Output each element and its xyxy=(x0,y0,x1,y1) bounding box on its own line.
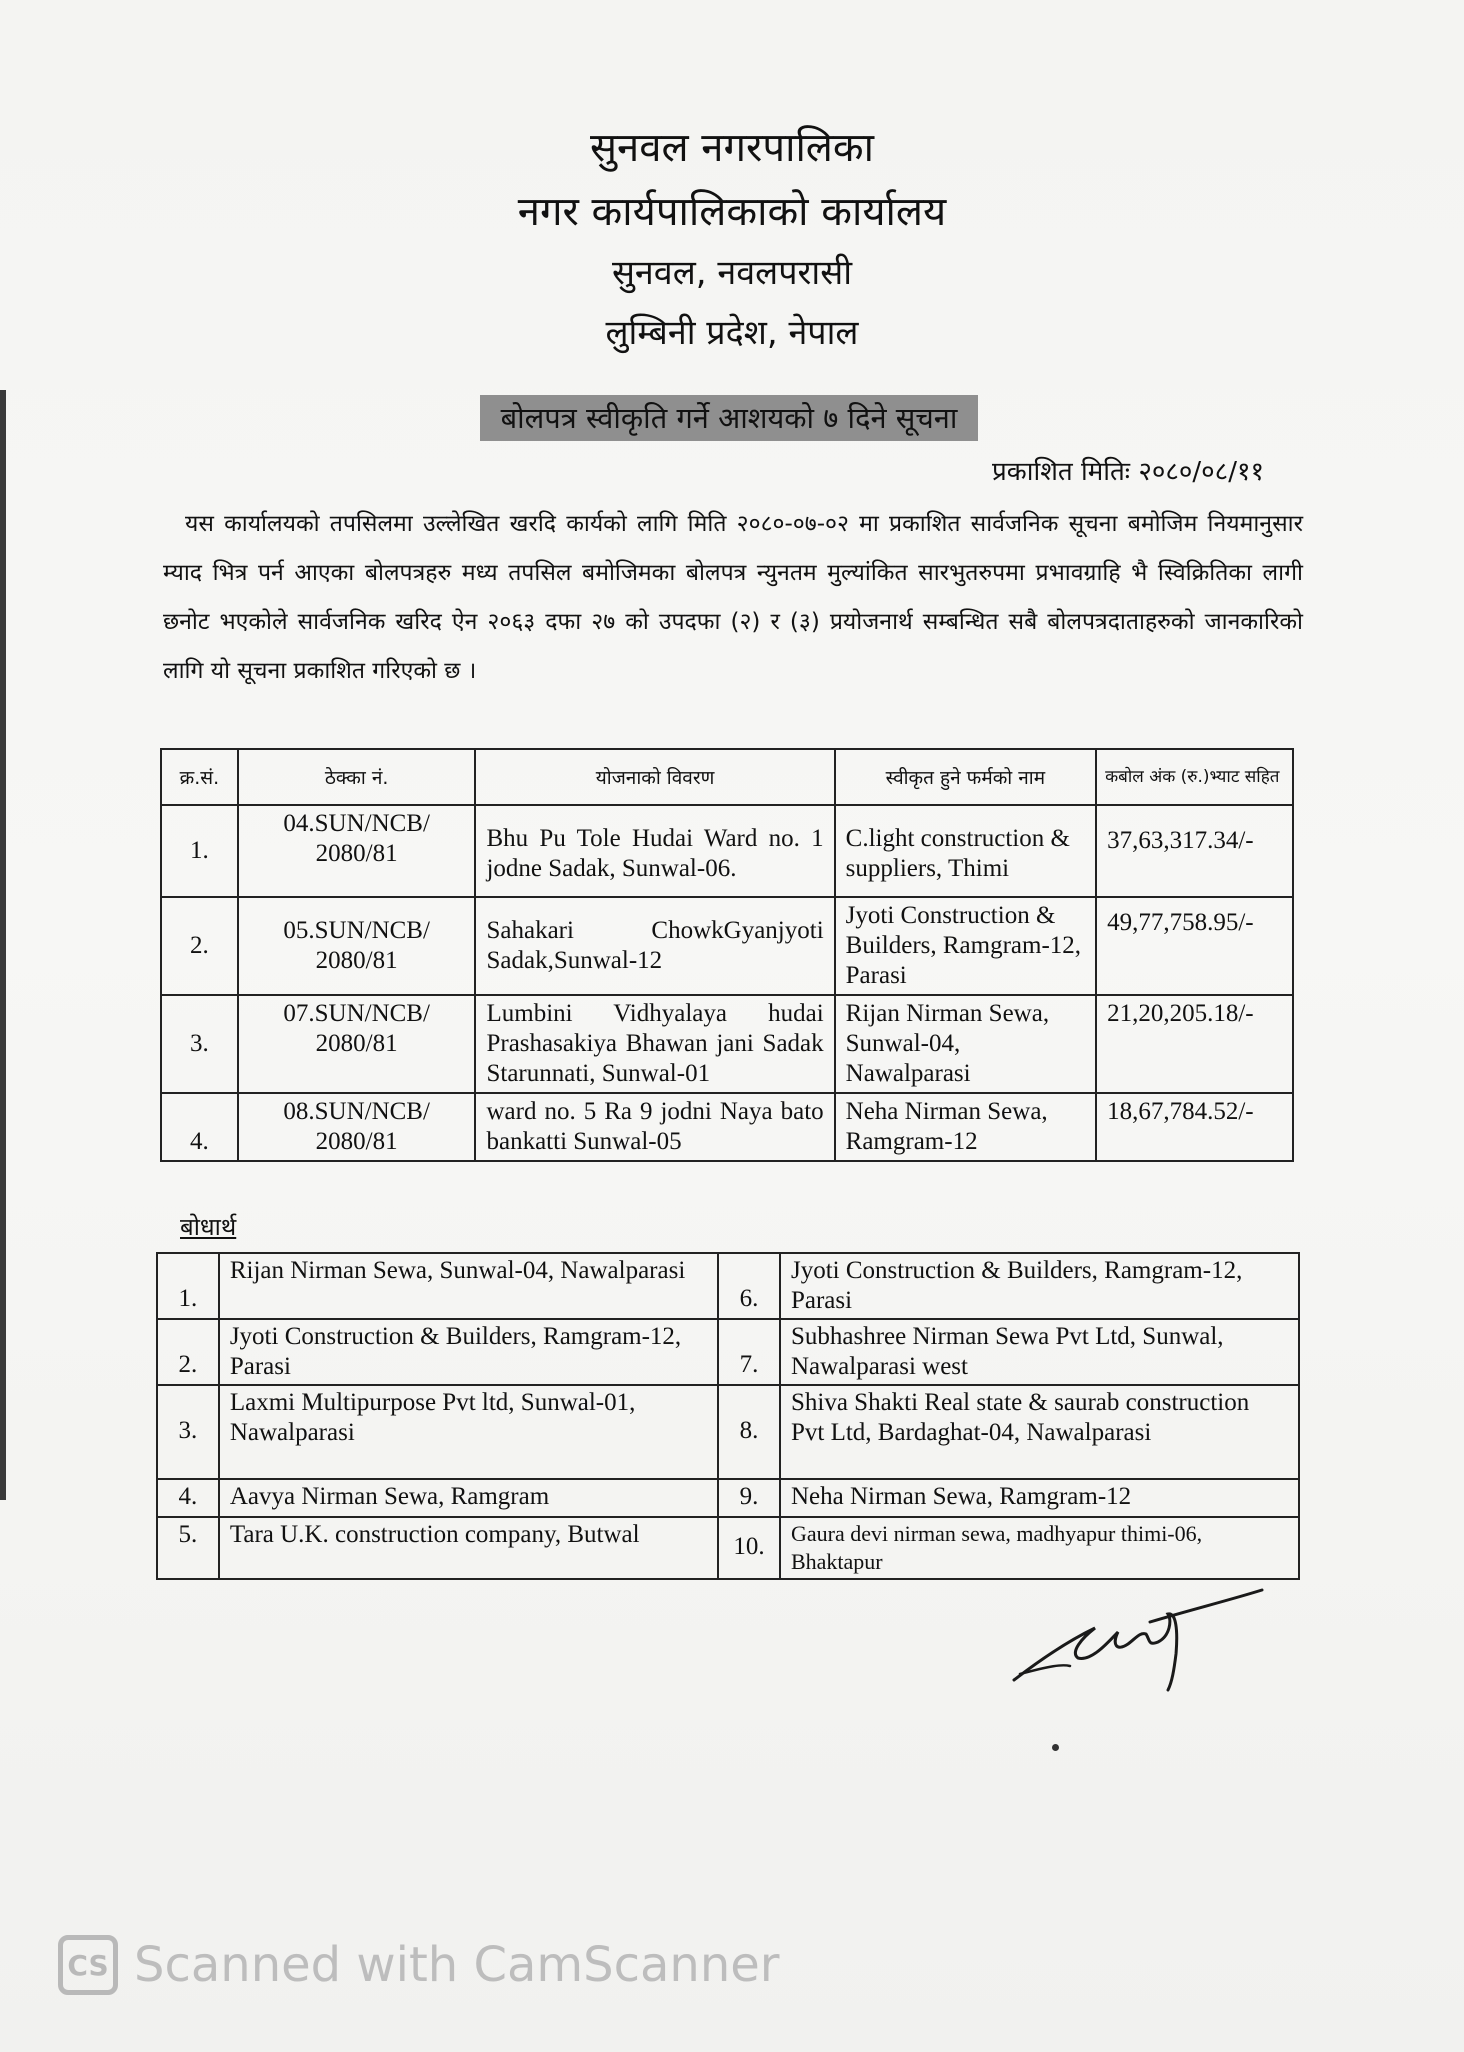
row-firm-name: C.light construction & suppliers, Thimi xyxy=(835,805,1096,897)
cc-number: 6. xyxy=(718,1253,780,1319)
cc-number: 9. xyxy=(718,1479,780,1517)
row-bid-amount: 21,20,205.18/- xyxy=(1096,995,1293,1093)
column-header-firm-name: स्वीकृत हुने फर्मको नाम xyxy=(835,749,1096,805)
row-contract-no: 08.SUN/NCB/ 2080/81 xyxy=(238,1093,476,1161)
table-row xyxy=(161,805,1293,897)
published-date: प्रकाशित मितिः २०८०/०८/११ xyxy=(991,457,1264,487)
row-firm-name: Jyoti Construction & Builders, Ramgram-12, Parasi xyxy=(835,897,1096,995)
row-sn: 2. xyxy=(161,897,238,995)
row-sn: 1. xyxy=(161,805,238,897)
row-sn: 4. xyxy=(161,1093,238,1161)
row-project-description: Sahakari ChowkGyanjyoti Sadak,Sunwal-12 xyxy=(475,897,834,995)
list-item xyxy=(157,1479,1299,1517)
camscanner-logo-icon: CS xyxy=(58,1935,118,1995)
row-contract-no: 07.SUN/NCB/ 2080/81 xyxy=(238,995,476,1093)
watermark-text: Scanned with CamScanner xyxy=(134,1937,780,1993)
list-item xyxy=(157,1385,1299,1479)
row-project-description: Lumbini Vidhyalaya hudai Prashasakiya Bhawan jani Sadak Starunnati, Sunwal-01 xyxy=(475,995,834,1093)
cc-number: 1. xyxy=(157,1253,219,1319)
list-item xyxy=(157,1253,1299,1319)
cc-label: बोधार्थ xyxy=(180,1213,237,1241)
table-header-row xyxy=(161,749,1293,805)
row-firm-name: Rijan Nirman Sewa, Sunwal-04, Nawalparasi xyxy=(835,995,1096,1093)
cc-number: 3. xyxy=(157,1385,219,1479)
row-contract-no: 04.SUN/NCB/ 2080/81 xyxy=(238,805,476,897)
cc-recipient: Subhashree Nirman Sewa Pvt Ltd, Sunwal, Nawalparasi west xyxy=(780,1319,1299,1385)
column-header-contract-no: ठेक्का नं. xyxy=(238,749,476,805)
municipality-name: सुनवल नगरपालिका xyxy=(589,125,875,171)
row-sn: 3. xyxy=(161,995,238,1093)
row-contract-no: 05.SUN/NCB/ 2080/81 xyxy=(238,897,476,995)
column-header-bid-amount: कबोल अंक (रु.)भ्याट सहित xyxy=(1096,749,1293,805)
cc-recipient: Rijan Nirman Sewa, Sunwal-04, Nawalparasi xyxy=(219,1253,718,1319)
notice-body: यस कार्यालयको तपसिलमा उल्लेखित खरदि कार्यको लागि मिति २०८०-०७-०२ मा प्रकाशित सार्वजनिक सूचना बमोजिम नियमानुसार म्याद भित्र पर्न आएका बोलपत्रहरु मध्य तपसिल बमोजिमका बोलपत्र न्युनतम मुल्यांकित सारभुतरुपमा प्रभावग्राहि भै स्विक्रितिका लागी छनोट भएकोले सार्वजनिक खरिद ऐन २०६३ दफा २७ को उपदफा (२) र (३) प्रयोजनार्थ सम्बन्धित सबै बोलपत्रदाताहरुको जानकारिको लागि यो सूचना प्रकाशित गरिएको छ । xyxy=(163,511,1303,684)
bid-approval-table xyxy=(160,748,1294,1162)
row-firm-name: Neha Nirman Sewa, Ramgram-12 xyxy=(835,1093,1096,1161)
cc-recipient: Neha Nirman Sewa, Ramgram-12 xyxy=(780,1479,1299,1517)
cc-number: 7. xyxy=(718,1319,780,1385)
row-bid-amount: 49,77,758.95/- xyxy=(1096,897,1293,995)
camscanner-watermark xyxy=(58,1930,780,2000)
row-bid-amount: 37,63,317.34/- xyxy=(1096,805,1293,897)
province-country: लुम्बिनी प्रदेश, नेपाल xyxy=(605,313,859,353)
notice-title: बोलपत्र स्वीकृति गर्ने आशयको ७ दिने सूचना xyxy=(480,395,978,441)
table-row xyxy=(161,1093,1293,1161)
cc-recipient: Shiva Shakti Real state & saurab construction Pvt Ltd, Bardaghat-04, Nawalparasi xyxy=(780,1385,1299,1479)
column-header-sn: क्र.सं. xyxy=(161,749,238,805)
column-header-project-description: योजनाको विवरण xyxy=(475,749,834,805)
office-name: नगर कार्यपालिकाको कार्यालय xyxy=(517,189,947,235)
cc-recipient: Aavya Nirman Sewa, Ramgram xyxy=(219,1479,718,1517)
table-row xyxy=(161,995,1293,1093)
cc-recipient: Jyoti Construction & Builders, Ramgram-12, Parasi xyxy=(780,1253,1299,1319)
ink-dot xyxy=(1052,1744,1059,1751)
row-bid-amount: 18,67,784.52/- xyxy=(1096,1093,1293,1161)
row-project-description: ward no. 5 Ra 9 jodni Naya bato bankatti Sunwal-05 xyxy=(475,1093,834,1161)
table-row xyxy=(161,897,1293,995)
office-location: सुनवल, नवलपरासी xyxy=(611,253,853,293)
cc-number: 2. xyxy=(157,1319,219,1385)
scan-edge-shadow xyxy=(0,390,6,1500)
cc-recipients-table xyxy=(156,1252,1300,1580)
cc-recipient: Laxmi Multipurpose Pvt ltd, Sunwal-01, Nawalparasi xyxy=(219,1385,718,1479)
cc-number: 8. xyxy=(718,1385,780,1479)
cc-number: 5. xyxy=(157,1517,219,1579)
cc-number: 10. xyxy=(718,1517,780,1579)
letterhead xyxy=(0,125,1464,353)
row-project-description: Bhu Pu Tole Hudai Ward no. 1 jodne Sadak, Sunwal-06. xyxy=(475,805,834,897)
signature xyxy=(1000,1570,1270,1700)
cc-recipient: Gaura devi nirman sewa, madhyapur thimi-06, Bhaktapur xyxy=(780,1517,1299,1579)
list-item xyxy=(157,1319,1299,1385)
cc-number: 4. xyxy=(157,1479,219,1517)
cc-recipient: Jyoti Construction & Builders, Ramgram-12, Parasi xyxy=(219,1319,718,1385)
cc-recipient: Tara U.K. construction company, Butwal xyxy=(219,1517,718,1579)
